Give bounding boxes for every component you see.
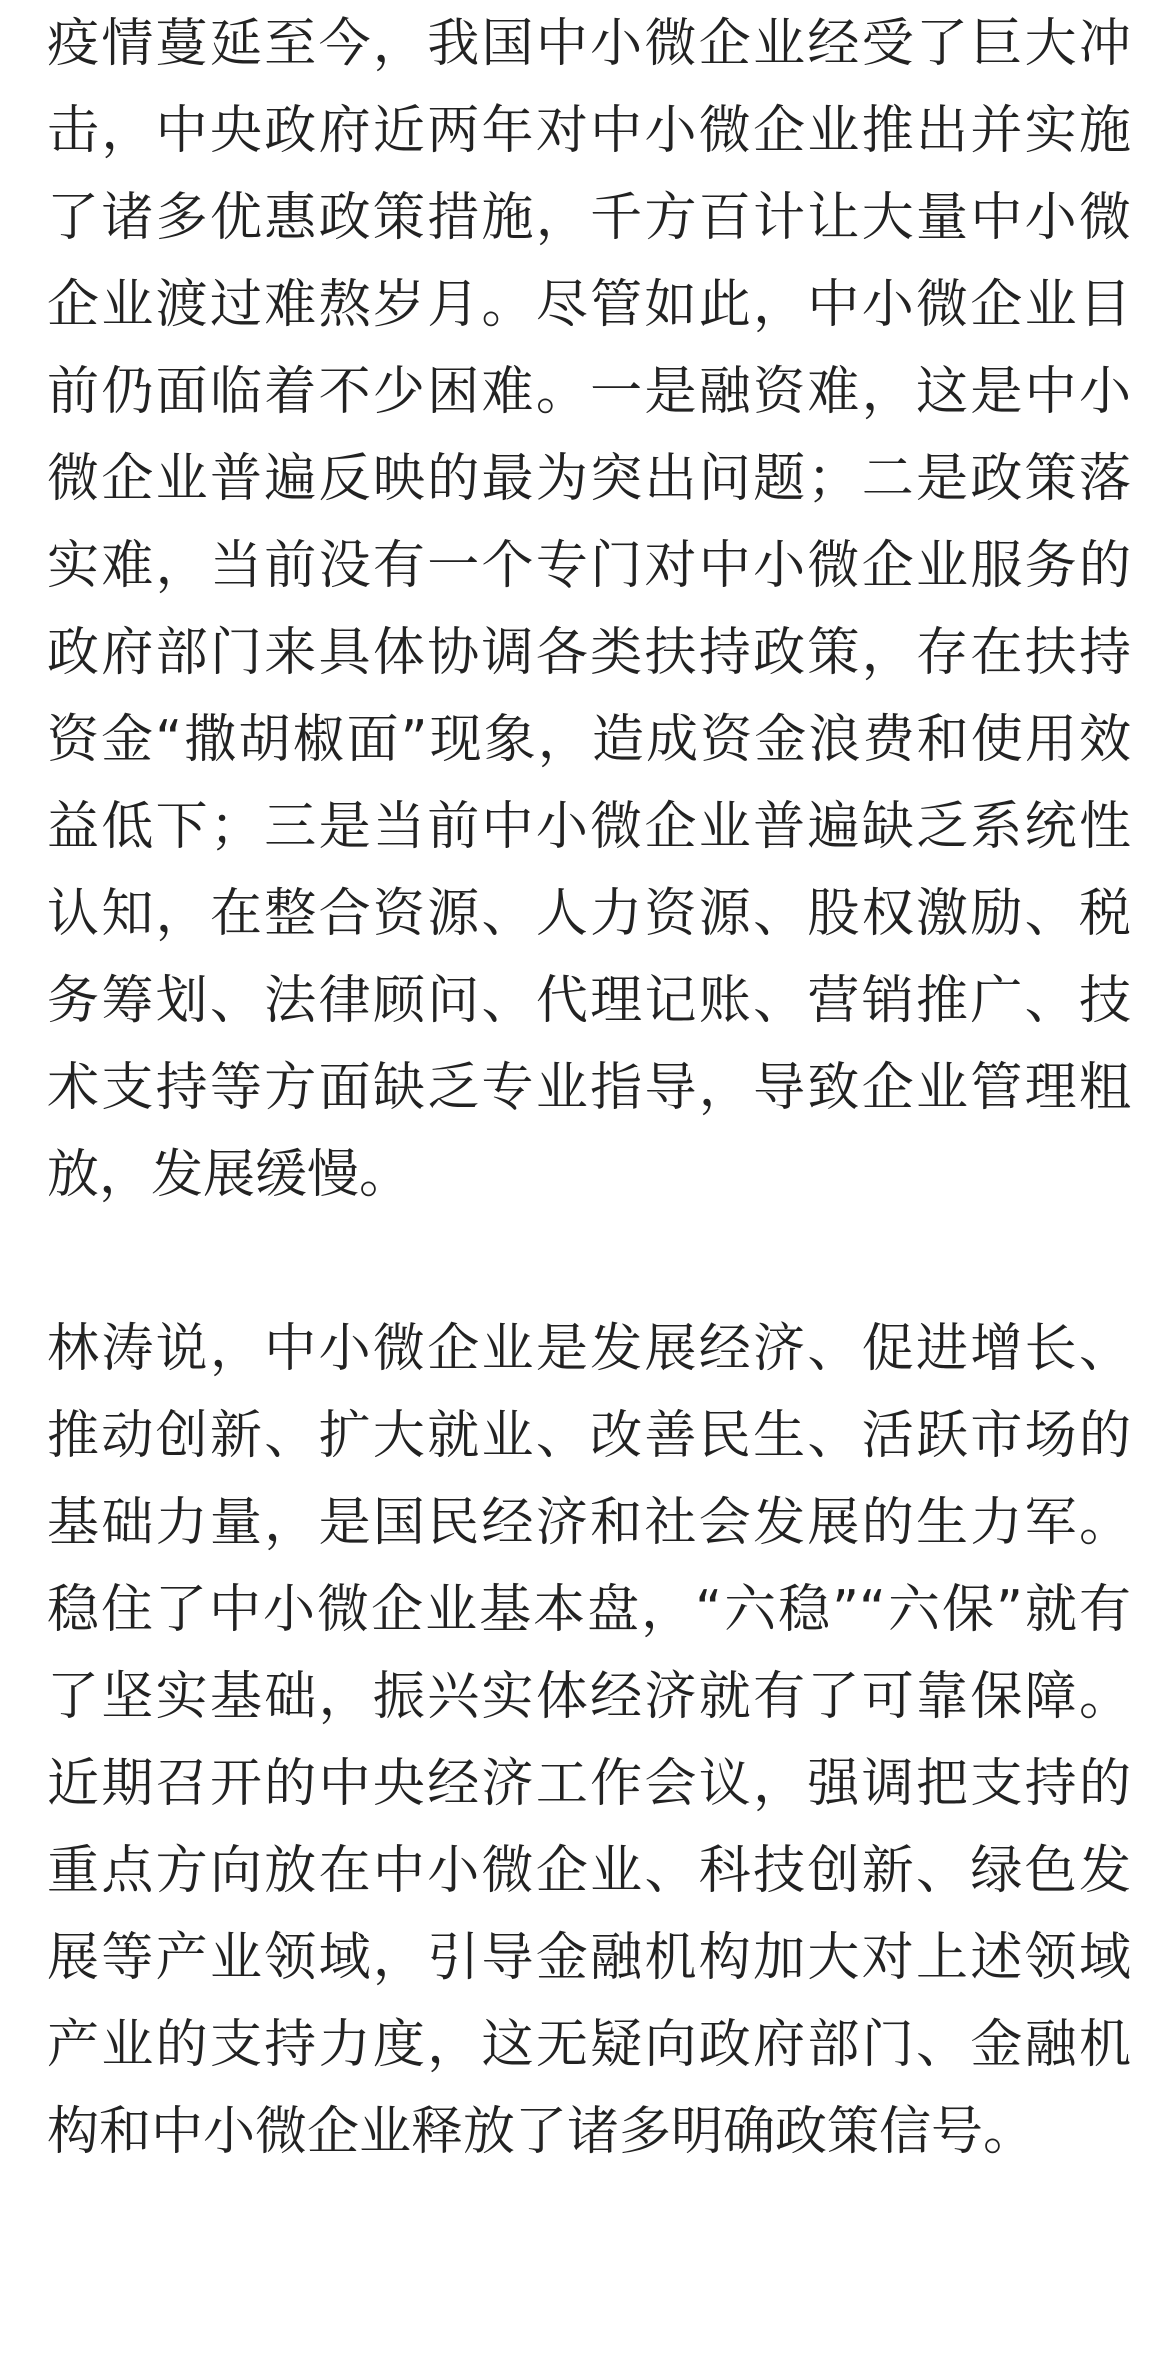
- article-paragraph-2: 林涛说，中小微企业是发展经济、促进增长、推动创新、扩大就业、改善民生、活跃市场的基础力量，是国民经济和社会发展的生力军。稳住了中小微企业基本盘，“六稳”“六保”就有了坚实基础，振兴实体经济就有了可靠保障。近期召开的中央经济工作会议，强调把支持的重点方向放在中小微企业、科技创新、绿色发展等产业领域，引导金融机构加大对上述领域产业的支持力度，这无疑向政府部门、金融机构和中小微企业释放了诸多明确政策信号。: [47, 1319, 1131, 2162]
- article-paragraph-1: 疫情蔓延至今，我国中小微企业经受了巨大冲击，中央政府近两年对中小微企业推出并实施了诸多优惠政策措施，千方百计让大量中小微企业渡过难熬岁月。尽管如此，中小微企业目前仍面临着不少困难。一是融资难，这是中小微企业普遍反映的最为突出问题；二是政策落实难，当前没有一个专门对中小微企业服务的政府部门来具体协调各类扶持政策，存在扶持资金“撒胡椒面”现象，造成资金浪费和使用效益低下；三是当前中小微企业普遍缺乏系统性认知，在整合资源、人力资源、股权激励、税务筹划、法律顾问、代理记账、营销推广、技术支持等方面缺乏专业指导，导致企业管理粗放，发展缓慢。: [47, 14, 1131, 1205]
